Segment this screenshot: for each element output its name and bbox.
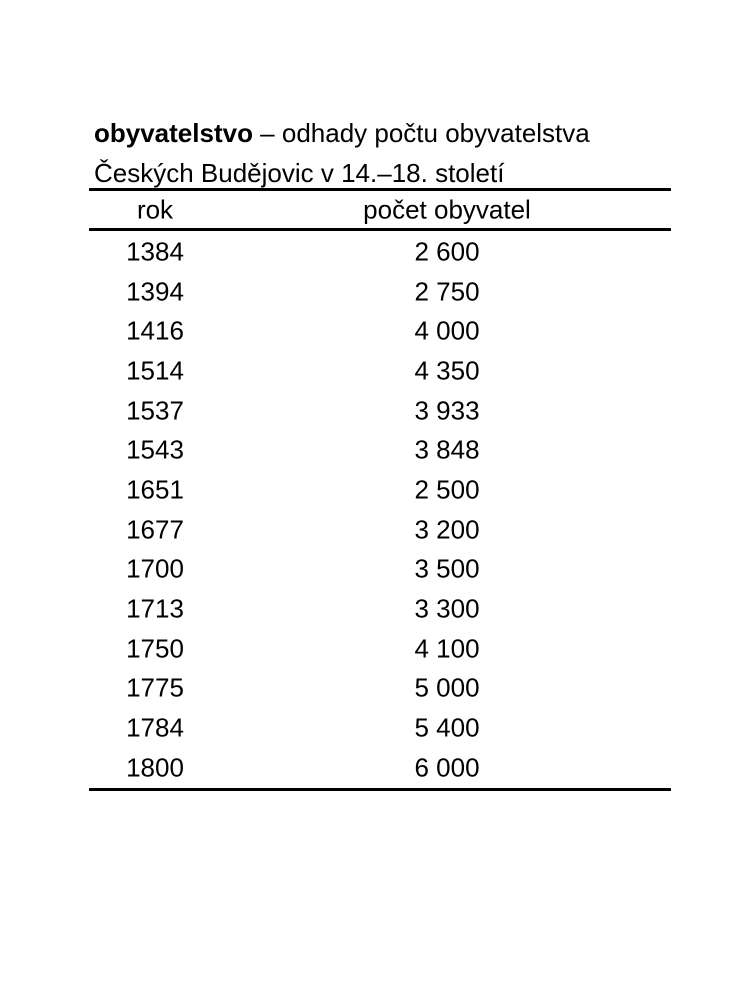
year-cell: 1750 xyxy=(126,633,184,664)
table-row xyxy=(89,550,671,590)
table-row xyxy=(89,589,671,629)
population-cell: 6 000 xyxy=(414,752,480,783)
year-cell: 1651 xyxy=(126,474,184,505)
table-header-row xyxy=(89,191,671,228)
header-population: počet obyvatel xyxy=(363,194,531,224)
title-line-1 xyxy=(94,113,694,153)
year-cell: 1543 xyxy=(126,434,184,465)
table-row xyxy=(89,430,671,470)
title-subtitle: – odhady počtu obyvatelstva xyxy=(252,118,590,148)
year-cell: 1384 xyxy=(126,236,184,267)
table-row xyxy=(89,232,671,272)
population-cell: 3 848 xyxy=(414,434,480,465)
table-bottom-rule xyxy=(89,788,671,791)
table-row xyxy=(89,669,671,709)
population-cell: 3 500 xyxy=(414,553,480,584)
year-cell: 1537 xyxy=(126,395,184,426)
year-cell: 1700 xyxy=(126,553,184,584)
table-row xyxy=(89,470,671,510)
table-row xyxy=(89,510,671,550)
table-row xyxy=(89,351,671,391)
table-row xyxy=(89,272,671,312)
year-cell: 1514 xyxy=(126,355,184,386)
population-cell: 3 933 xyxy=(414,395,480,426)
table-row xyxy=(89,748,671,788)
year-cell: 1394 xyxy=(126,276,184,307)
population-cell: 2 600 xyxy=(414,236,480,267)
year-cell: 1775 xyxy=(126,672,184,703)
population-cell: 4 350 xyxy=(414,355,480,386)
year-cell: 1800 xyxy=(126,752,184,783)
year-cell: 1784 xyxy=(126,712,184,743)
year-cell: 1416 xyxy=(126,315,184,346)
population-cell: 5 000 xyxy=(414,672,480,703)
table-row xyxy=(89,391,671,431)
table-body xyxy=(89,231,671,788)
population-table xyxy=(89,188,671,791)
population-cell: 4 100 xyxy=(414,633,480,664)
population-cell: 3 300 xyxy=(414,593,480,624)
table-row xyxy=(89,708,671,748)
population-cell: 3 200 xyxy=(414,514,480,545)
population-cell: 2 750 xyxy=(414,276,480,307)
header-year: rok xyxy=(136,194,174,224)
table-row xyxy=(89,311,671,351)
title-bold-word: obyvatelstvo xyxy=(94,118,253,148)
table-title xyxy=(94,113,694,193)
year-cell: 1677 xyxy=(126,514,184,545)
population-cell: 4 000 xyxy=(414,315,480,346)
title-line-2: Českých Budějovic v 14.–18. století xyxy=(94,158,505,188)
population-cell: 5 400 xyxy=(414,712,480,743)
population-cell: 2 500 xyxy=(414,474,480,505)
year-cell: 1713 xyxy=(126,593,184,624)
table-row xyxy=(89,629,671,669)
